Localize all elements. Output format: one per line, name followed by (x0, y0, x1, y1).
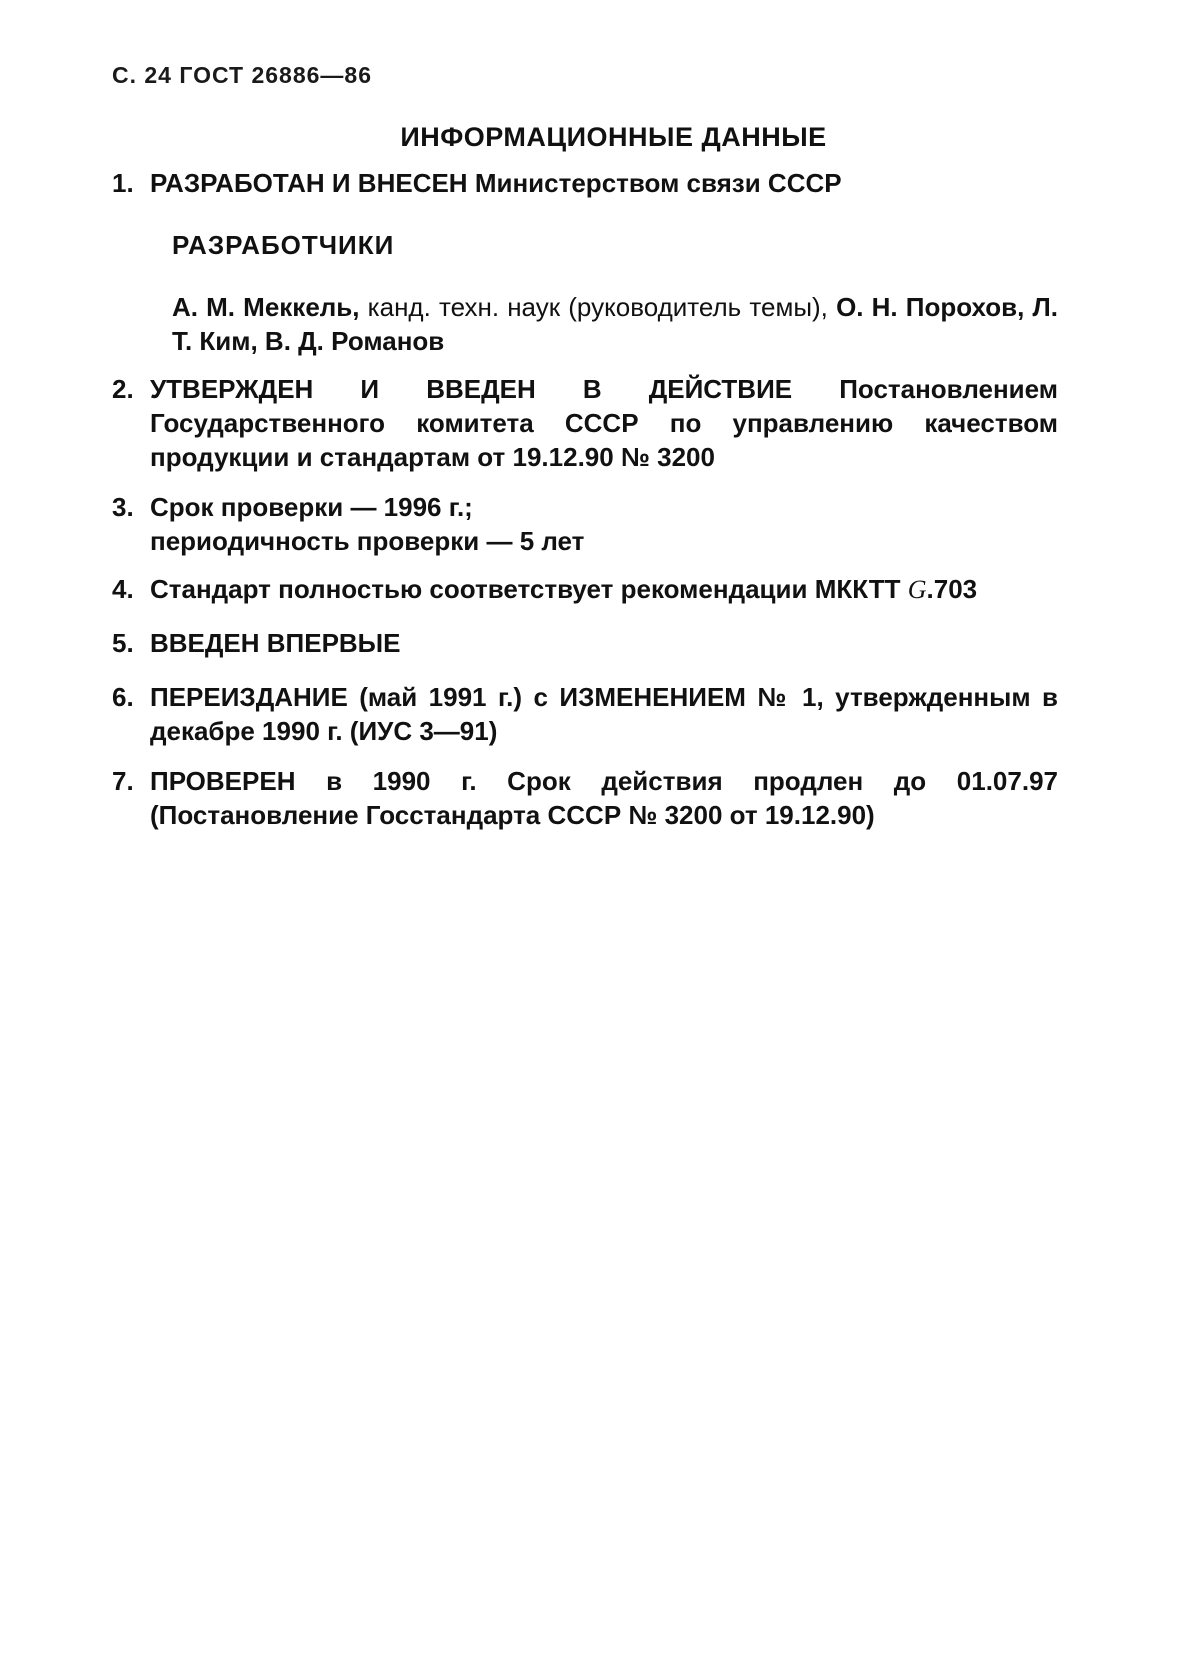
page-title: ИНФОРМАЦИОННЫЕ ДАННЫЕ (400, 122, 827, 152)
list-item-5 (112, 626, 1058, 660)
first-author-note: канд. техн. наук (руководитель темы), (367, 292, 828, 322)
list-item-4 (112, 572, 1058, 607)
list-item-3 (112, 490, 1058, 558)
item-number: 5. (112, 628, 134, 658)
item-number: 7. (112, 766, 134, 796)
first-author: А. М. Меккель, (172, 292, 360, 322)
developers-list (172, 290, 1058, 358)
item-number: 4. (112, 574, 134, 604)
item-number: 2. (112, 374, 134, 404)
item-text: Министерством связи СССР (474, 168, 842, 198)
developers-heading: РАЗРАБОТЧИКИ (172, 230, 395, 260)
other-authors: О. Н. Порохов, Л. Т. Ким, В. Д. Романов (172, 292, 1058, 356)
item-heading: РАЗРАБОТАН И ВНЕСЕН (150, 168, 468, 198)
running-head: С. 24 ГОСТ 26886—86 (112, 62, 373, 88)
item-text-suffix: .703 (926, 574, 978, 604)
item-line: периодичность проверки — 5 лет (150, 526, 585, 556)
item-number: 1. (112, 168, 134, 198)
list-item-1 (112, 166, 1058, 200)
item-number: 6. (112, 682, 134, 712)
item-text: ПРОВЕРЕН в 1990 г. Срок действия продлен до 01.07.97 (Постановление Госстандарта СССР № 3200 от 19.12.90) (150, 766, 1058, 830)
item-text: Постановлением Государственного комитета СССР по управлению качеством продукции и стандартам от 19.12.90 № 3200 (150, 374, 1058, 472)
item-italic-letter: G (907, 575, 927, 604)
item-text: ВВЕДЕН ВПЕРВЫЕ (150, 628, 401, 658)
item-text: ПЕРЕИЗДАНИЕ (май 1991 г.) с ИЗМЕНЕНИЕМ № 1, утвержденным в декабре 1990 г. (ИУС 3—91) (150, 682, 1058, 746)
list-item-6 (112, 680, 1058, 748)
list-item-2 (112, 372, 1058, 474)
item-number: 3. (112, 492, 134, 522)
item-text: Стандарт полностью соответствует рекомендации МККТТ (150, 574, 901, 604)
list-item-7 (112, 764, 1058, 832)
item-heading: УТВЕРЖДЕН И ВВЕДЕН В ДЕЙСТВИЕ (150, 374, 793, 404)
item-line: Срок проверки — 1996 г.; (150, 492, 473, 522)
